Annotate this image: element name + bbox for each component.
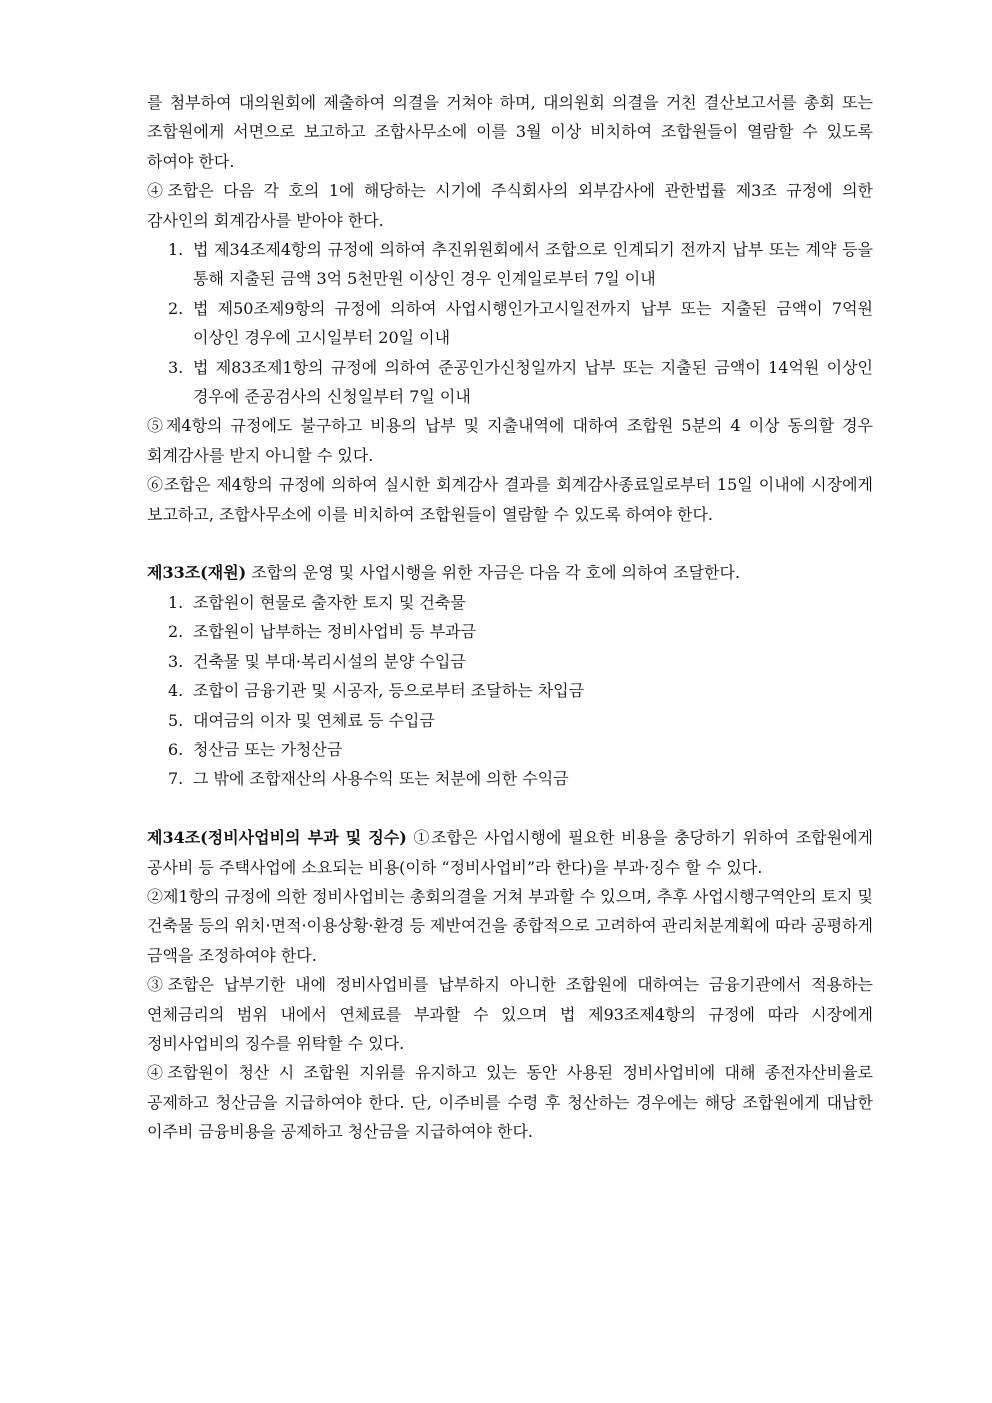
- list-item-text: 건축물 및 부대·복리시설의 분양 수입금: [193, 651, 466, 671]
- art34-paragraph-3: ③조합은 납부기한 내에 정비사업비를 납부하지 아니한 조합원에 대하여는 금융기관에서 적용하는 연체금리의 범위 내에서 연체료를 부과할 수 있으며 법 제93조제4항의 규정에 따라 시장에게 정비사업비의 징수를 위탁할 수 있다.: [147, 975, 873, 1053]
- art32-paragraph-6: ⑥조합은 제4항의 규정에 의하여 실시한 회계감사 결과를 회계감사종료일로부터 15일 이내에 시장에게 보고하고, 조합사무소에 이를 비치하여 조합원들이 열람할 수 있도록 하여야 한다.: [147, 475, 873, 524]
- list-item-number: 1.: [168, 592, 184, 612]
- list-item-text: 대여금의 이자 및 연체료 등 수입금: [193, 710, 435, 730]
- list-item: [147, 735, 873, 764]
- section-spacer: [147, 794, 873, 823]
- document-page: [147, 88, 873, 1147]
- art34-paragraph-4: ④조합원이 청산 시 조합원 지위를 유지하고 있는 동안 사용된 정비사업비에 대해 종전자산비율로 공제하고 청산금을 지급하여야 한다. 단, 이주비를 수령 후 청산하는 경우에는 해당 조합원에게 대납한 이주비 금융비용을 공제하고 청산금을 지급하여야 한다.: [147, 1063, 873, 1142]
- art34-paragraph-2: ②제1항의 규정에 의한 정비사업비는 총회의결을 거쳐 부과할 수 있으며, 추후 사업시행구역안의 토지 및 건축물 등의 위치·면적·이용상황·환경 등 제반여건을 종합적으로 고려하여 관리처분계획에 따라 공평하게 금액을 조정하여야 한다.: [147, 886, 873, 965]
- list-item-text: 청산금 또는 가청산금: [193, 739, 343, 759]
- list-item: [147, 353, 873, 412]
- art34-para1-text: ①조합은 사업시행에 필요한 비용을 충당하기 위하여 조합원에게 공사비 등 주택사업에 소요되는 비용(이하 “정비사업비”라 한다)을 부과·징수 할 수 있다.: [147, 828, 874, 877]
- art32-paragraph-4: ④조합은 다음 각 호의 1에 해당하는 시기에 주식회사의 외부감사에 관한법률 제3조 규정에 의한 감사인의 회계감사를 받아야 한다.: [147, 181, 873, 230]
- art33-intro: 조합의 운영 및 사업시행을 위한 자금은 다음 각 호에 의하여 조달한다.: [246, 563, 741, 583]
- art33-title: 제33조(재원): [147, 563, 247, 583]
- list-item-text: 법 제50조제9항의 규정에 의하여 사업시행인가고시일전까지 납부 또는 지출된 금액이 7억원 이상인 경우에 고시일부터 20일 이내: [193, 298, 873, 348]
- list-item: [147, 235, 873, 294]
- list-item-number: 5.: [168, 710, 184, 730]
- art34-paragraph-1: [147, 823, 873, 882]
- art32-paragraph-continued: 를 첨부하여 대의원회에 제출하여 의결을 거쳐야 하며, 대의원회 의결을 거친 결산보고서를 총회 또는 조합원에게 서면으로 보고하고 조합사무소에 이를 3월 이상 비치하여 조합원들이 열람할 수 있도록 하여야 한다.: [147, 93, 873, 171]
- list-item-text: 조합원이 현물로 출자한 토지 및 건축물: [193, 592, 466, 612]
- list-item-text: 조합원이 납부하는 정비사업비 등 부과금: [193, 622, 477, 642]
- art32-paragraph-5: ⑤제4항의 규정에도 불구하고 비용의 납부 및 지출내역에 대하여 조합원 5분의 4 이상 동의할 경우 회계감사를 받지 아니할 수 있다.: [147, 416, 873, 465]
- list-item-text: 그 밖에 조합재산의 사용수익 또는 처분에 의한 수익금: [193, 769, 569, 789]
- section-spacer: [147, 529, 873, 558]
- list-item-text: 법 제83조제1항의 규정에 의하여 준공인가신청일까지 납부 또는 지출된 금액이 14억원 이상인 경우에 준공검사의 신청일부터 7일 이내: [193, 357, 873, 407]
- list-item-number: 4.: [168, 681, 184, 701]
- list-item-number: 7.: [168, 769, 184, 789]
- list-item-number: 2.: [168, 298, 184, 318]
- art32-paragraph-4-list: [147, 235, 873, 411]
- list-item: [147, 588, 873, 617]
- list-item-number: 3.: [168, 357, 184, 377]
- list-item: [147, 647, 873, 676]
- art33-paragraph: [147, 558, 873, 587]
- list-item-text: 법 제34조제4항의 규정에 의하여 추진위원회에서 조합으로 인계되기 전까지 납부 또는 계약 등을 통해 지출된 금액 3억 5천만원 이상인 경우 인계일로부터 7일 이내: [193, 240, 873, 289]
- list-item-number: 3.: [168, 651, 184, 671]
- art33-list: [147, 588, 873, 794]
- list-item: [147, 294, 873, 353]
- list-item-number: 6.: [168, 739, 184, 759]
- list-item: [147, 617, 873, 646]
- list-item-text: 조합이 금융기관 및 시공자, 등으로부터 조달하는 차입금: [193, 681, 585, 701]
- list-item: [147, 676, 873, 705]
- list-item: [147, 764, 873, 793]
- list-item-number: 2.: [168, 622, 184, 642]
- list-item: [147, 706, 873, 735]
- art34-title: 제34조(정비사업비의 부과 및 징수): [147, 828, 407, 848]
- list-item-number: 1.: [168, 240, 184, 260]
